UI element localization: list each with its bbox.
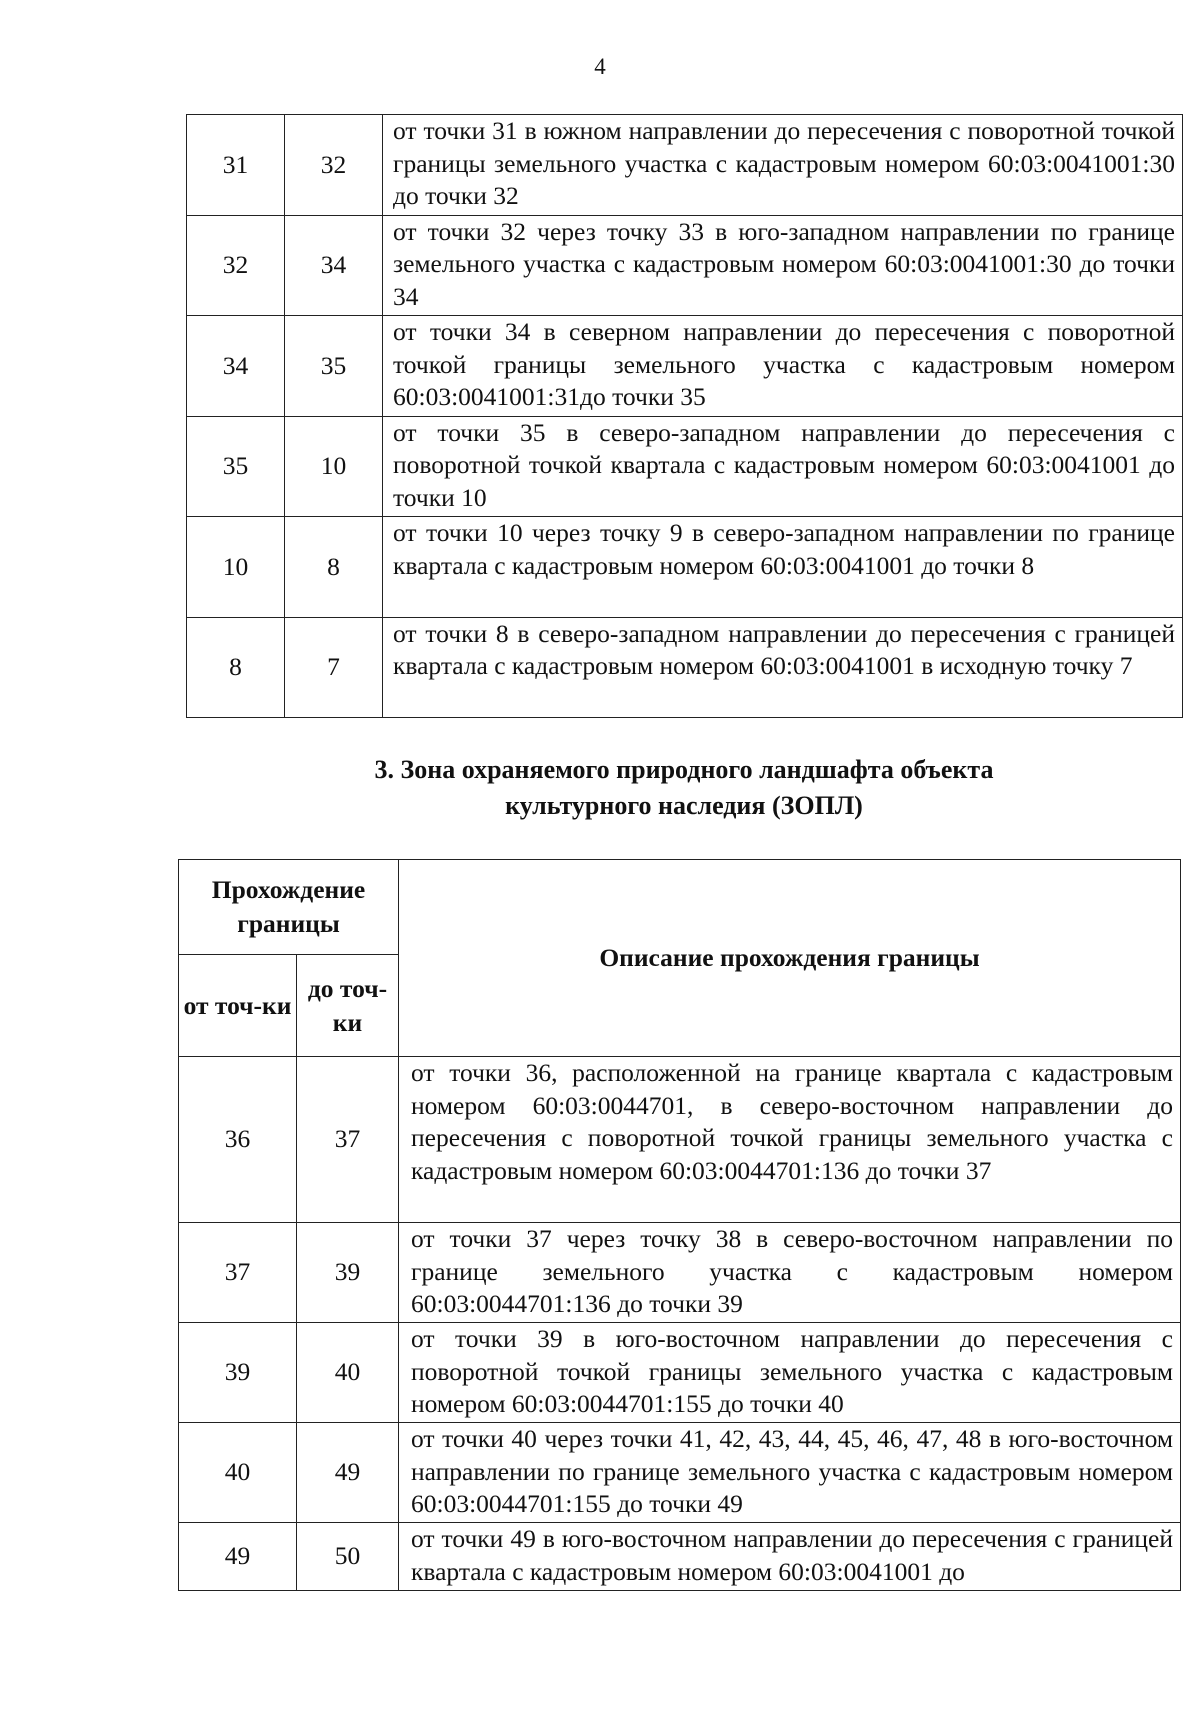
header-description: Описание прохождения границы [399, 860, 1181, 1057]
table-row [179, 1523, 1181, 1591]
table-row [187, 517, 1183, 618]
section-heading [186, 752, 1182, 824]
from-point-cell: 37 [179, 1223, 297, 1323]
to-point-cell: 40 [297, 1323, 399, 1423]
table-row [187, 617, 1183, 718]
zopl-boundary-table [178, 859, 1181, 1591]
from-point-cell: 32 [187, 215, 285, 316]
from-point-cell: 10 [187, 517, 285, 618]
from-point-cell: 8 [187, 617, 285, 718]
to-point-cell: 34 [285, 215, 383, 316]
to-point-cell: 49 [297, 1423, 399, 1523]
table-row [179, 1323, 1181, 1423]
section-heading-line-2: культурного наследия (ЗОПЛ) [505, 791, 863, 820]
table-row [179, 1423, 1181, 1523]
description-cell: от точки 36, расположенной на границе квартала с кадастровым номером 60:03:0044701, в северо-восточном направлении до пересечения с поворотной точкой границы земельного участка с кадастровым номером 60:03:0044701:136 до точки 37 [399, 1057, 1181, 1223]
table-row [187, 115, 1183, 216]
description-cell: от точки 34 в северном направлении до пересечения с поворотной точкой границы земельного участка с кадастровым номером 60:03:0041001:31до точки 35 [383, 316, 1183, 417]
description-cell: от точки 40 через точки 41, 42, 43, 44, 45, 46, 47, 48 в юго-восточном направлении по границе земельного участка с кадастровым номером 60:03:0044701:155 до точки 49 [399, 1423, 1181, 1523]
section-heading-line-1: 3. Зона охраняемого природного ландшафта объекта [374, 755, 994, 784]
header-from-point: от точ-ки [179, 955, 297, 1057]
description-cell: от точки 35 в северо-западном направлении до пересечения с поворотной точкой квартала с кадастровым номером 60:03:0041001 до точки 10 [383, 416, 1183, 517]
from-point-cell: 36 [179, 1057, 297, 1223]
from-point-cell: 40 [179, 1423, 297, 1523]
header-to-point: до точ-ки [297, 955, 399, 1057]
from-point-cell: 39 [179, 1323, 297, 1423]
table-row [179, 1223, 1181, 1323]
to-point-cell: 10 [285, 416, 383, 517]
table-row [179, 1057, 1181, 1223]
to-point-cell: 39 [297, 1223, 399, 1323]
page-number: 4 [594, 54, 606, 79]
from-point-cell: 34 [187, 316, 285, 417]
to-point-cell: 32 [285, 115, 383, 216]
to-point-cell: 35 [285, 316, 383, 417]
table-row [187, 316, 1183, 417]
boundary-table-continued [186, 114, 1183, 718]
description-cell: от точки 31 в южном направлении до пересечения с поворотной точкой границы земельного участка с кадастровым номером 60:03:0041001:30 до точки 32 [383, 115, 1183, 216]
description-cell: от точки 10 через точку 9 в северо-западном направлении по границе квартала с кадастровым номером 60:03:0041001 до точки 8 [383, 517, 1183, 618]
description-cell: от точки 39 в юго-восточном направлении до пересечения с поворотной точкой границы земельного участка с кадастровым номером 60:03:0044701:155 до точки 40 [399, 1323, 1181, 1423]
from-point-cell: 49 [179, 1523, 297, 1591]
to-point-cell: 8 [285, 517, 383, 618]
from-point-cell: 31 [187, 115, 285, 216]
table-row [187, 215, 1183, 316]
description-cell: от точки 8 в северо-западном направлении до пересечения с границей квартала с кадастровым номером 60:03:0041001 в исходную точку 7 [383, 617, 1183, 718]
to-point-cell: 7 [285, 617, 383, 718]
description-cell: от точки 49 в юго-восточном направлении до пересечения с границей квартала с кадастровым номером 60:03:0041001 до [399, 1523, 1181, 1591]
from-point-cell: 35 [187, 416, 285, 517]
table-row [187, 416, 1183, 517]
description-cell: от точки 32 через точку 33 в юго-западном направлении по границе земельного участка с кадастровым номером 60:03:0041001:30 до точки 34 [383, 215, 1183, 316]
header-boundary-passage: Прохождение границы [179, 860, 399, 955]
to-point-cell: 50 [297, 1523, 399, 1591]
to-point-cell: 37 [297, 1057, 399, 1223]
description-cell: от точки 37 через точку 38 в северо-восточном направлении по границе земельного участка с кадастровым номером 60:03:0044701:136 до точки 39 [399, 1223, 1181, 1323]
